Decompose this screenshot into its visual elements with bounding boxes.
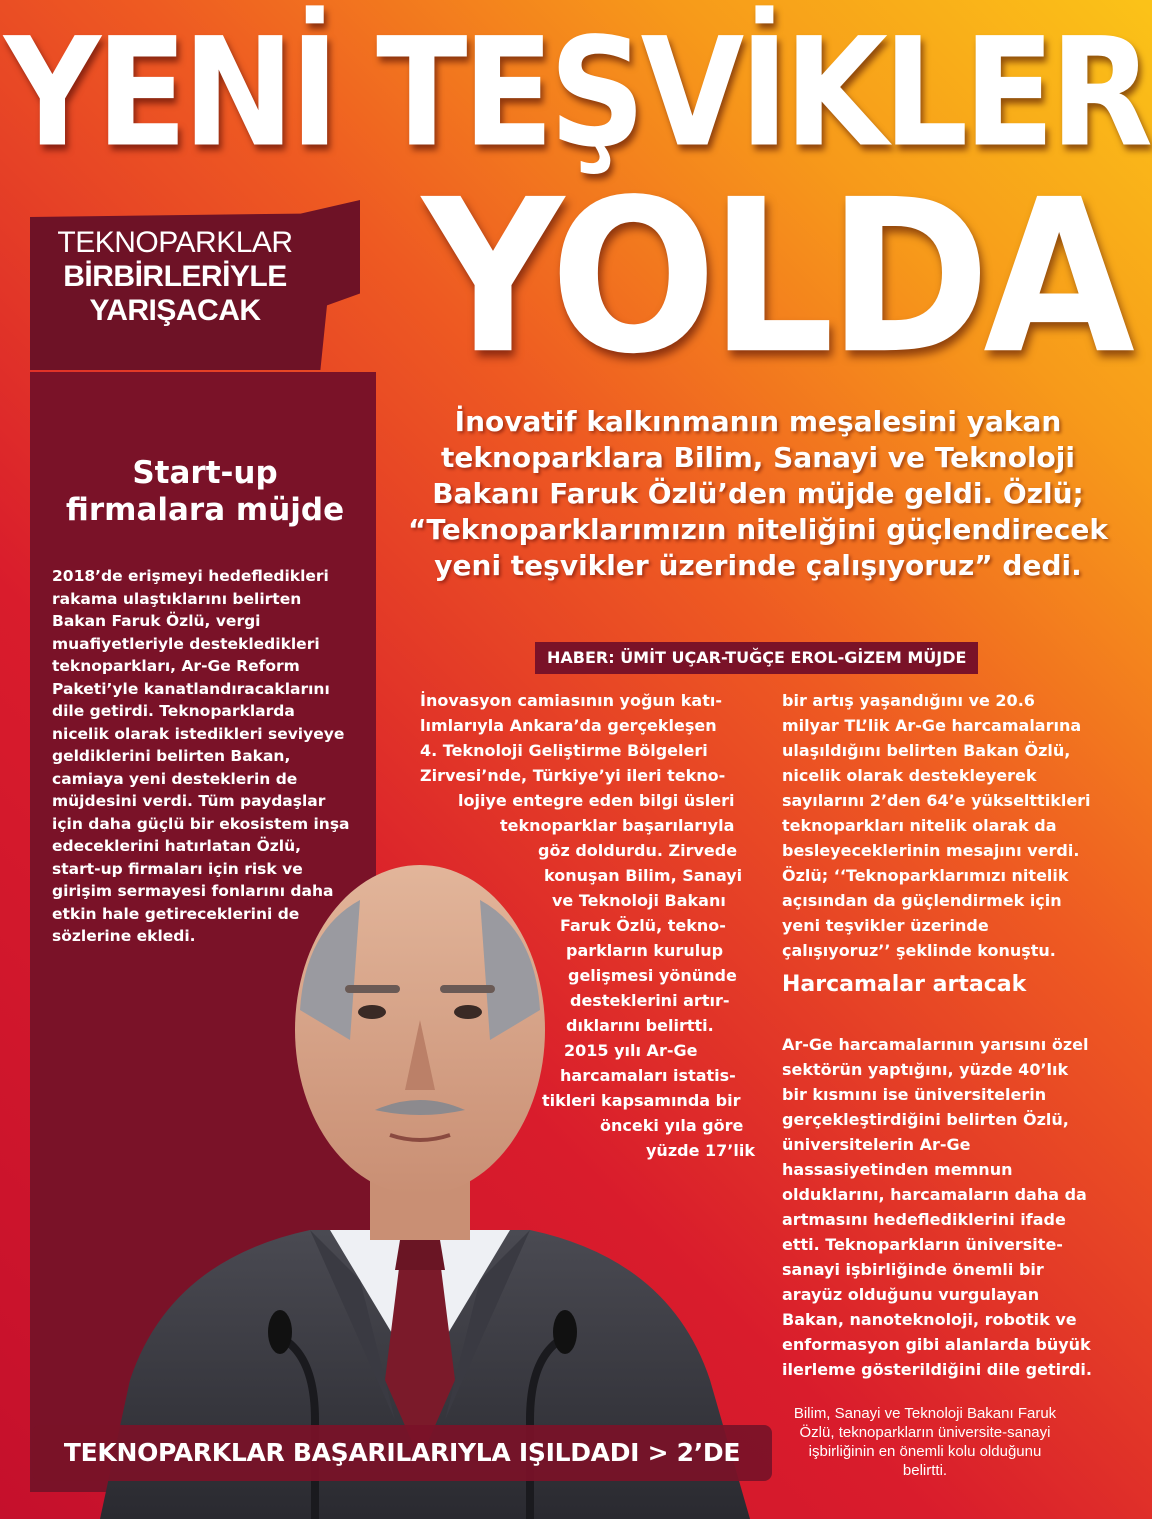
page-reference-banner[interactable]: TEKNOPARKLAR BAŞARILARIYLA IŞILDADI > 2’DE bbox=[32, 1425, 772, 1481]
ribbon-text bbox=[30, 228, 320, 326]
article-line: teknoparklar başarılarıyla bbox=[500, 816, 735, 835]
sidebar-title-line-2: firmalara müjde bbox=[65, 492, 345, 529]
article-line: lımlarıyla Ankara’da gerçekleşen bbox=[420, 716, 717, 735]
article-column-2-part-2: Ar-Ge harcamalarının yarısını özel sektörün yaptığını, yüzde 40’lık bir kısmını ise üniversitelerin gerçekleştirdiğini belirten Özlü, üniversitelerin Ar-Ge hassasiyetinden memnun olduklarını, harcamaların daha da artmasını hedeflediklerini ifade etti. Teknoparkların üniversite-sanayi işbirliğinde önemli bir arayüz olduğunu vurgulayan Bakan, nanoteknoloji, robotik ve enformasyon gibi alanlarda büyük ilerleme gösterildiğini dile getirdi. bbox=[782, 1035, 1092, 1379]
ribbon-line-2: BİRBİRLERİYLE bbox=[63, 260, 287, 293]
headline-line-2: YOLDA bbox=[422, 154, 1128, 401]
article-line: desteklerini artır- bbox=[570, 991, 730, 1010]
article-line: ve Teknoloji Bakanı bbox=[552, 891, 726, 910]
article-line: harcamaları istatis- bbox=[560, 1066, 736, 1085]
article-line: gelişmesi yönünde bbox=[568, 966, 737, 985]
sidebar-title-line-1: Start-up bbox=[132, 455, 278, 491]
article-column-1 bbox=[420, 688, 755, 1163]
article-line: konuşan Bilim, Sanayi bbox=[544, 866, 743, 885]
sidebar-body: 2018’de erişmeyi hedefledikleri rakama ulaştıklarını belirten Bakan Faruk Özlü, vergi muafiyetleriyle destekledikleri teknoparkları, Ar-Ge Reform Paketi’yle kanatlandıracaklarını dile getirdi. Teknoparklarda nicelik olarak istedikleri seviyeye geldiklerini belirten Bakan, camiaya yeni desteklerin de müjdesini verdi. Tüm paydaşlar için daha güçlü bir ekosistem inşa edeceklerini hatırlatan Özlü, start-up firmaları için risk ve girişim sermayesi fonlarını daha etkin hale getireceklerini de sözlerine ekledi. bbox=[52, 567, 350, 945]
article-line: tikleri kapsamında bir bbox=[542, 1091, 741, 1110]
article-line: 4. Teknoloji Geliştirme Bölgeleri bbox=[420, 741, 708, 760]
article-line: Faruk Özlü, tekno- bbox=[560, 916, 726, 935]
ribbon-line-1: TEKNOPARKLAR bbox=[57, 226, 293, 259]
article-line: İnovasyon camiasının yoğun katı- bbox=[420, 691, 722, 710]
article-line: önceki yıla göre bbox=[600, 1116, 744, 1135]
article-column-2-part-1: bir artış yaşandığını ve 20.6 milyar TL’lik Ar-Ge harcamalarına ulaşıldığını belirten Bakan Özlü, nicelik olarak destekleyerek sayılarını 2’den 64’e yükselttikleri teknoparkları nitelik olarak da besleyeceklerinin mesajını verdi. Özlü; ‘‘Teknoparklarımızı nitelik açısından da güçlendirmek için yeni teşvikler üzerinde çalışıyoruz’’ şeklinde konuştu. bbox=[782, 691, 1091, 960]
article-line: göz doldurdu. Zirvede bbox=[538, 841, 738, 860]
article-line: yüzde 17’lik bbox=[646, 1141, 755, 1160]
article-line: lojiye entegre eden bilgi üsleri bbox=[458, 791, 735, 810]
article-line: dıklarını belirtti. bbox=[566, 1016, 714, 1035]
lede-paragraph: İnovatif kalkınmanın meşalesini yakan teknoparklara Bilim, Sanayi ve Teknoloji Bakanı Faruk Özlü’den müjde geldi. Özlü; “Teknoparklarımızın niteliğini güçlendirecek yeni teşvikler üzerinde çalışıyoruz” dedi. bbox=[408, 405, 1108, 582]
ribbon-line-3: YARIŞACAK bbox=[89, 294, 261, 327]
article-line: parkların kurulup bbox=[566, 941, 724, 960]
article-line: Zirvesi’nde, Türkiye’yi ileri tekno- bbox=[420, 766, 726, 785]
byline: HABER: ÜMİT UÇAR-TUĞÇE EROL-GİZEM MÜJDE bbox=[535, 642, 978, 674]
headline-line-1: YENİ TEŞVİKLER bbox=[3, 5, 1149, 181]
article-subhead: Harcamalar artacak bbox=[782, 972, 1027, 997]
photo-caption: Bilim, Sanayi ve Teknoloji Bakanı Faruk Özlü, teknoparkların üniversite-sanayi işbirliğinin en önemli kolu olduğunu belirtti. bbox=[793, 1405, 1057, 1479]
article-line: 2015 yılı Ar-Ge bbox=[564, 1041, 698, 1060]
sidebar-title bbox=[30, 455, 380, 529]
